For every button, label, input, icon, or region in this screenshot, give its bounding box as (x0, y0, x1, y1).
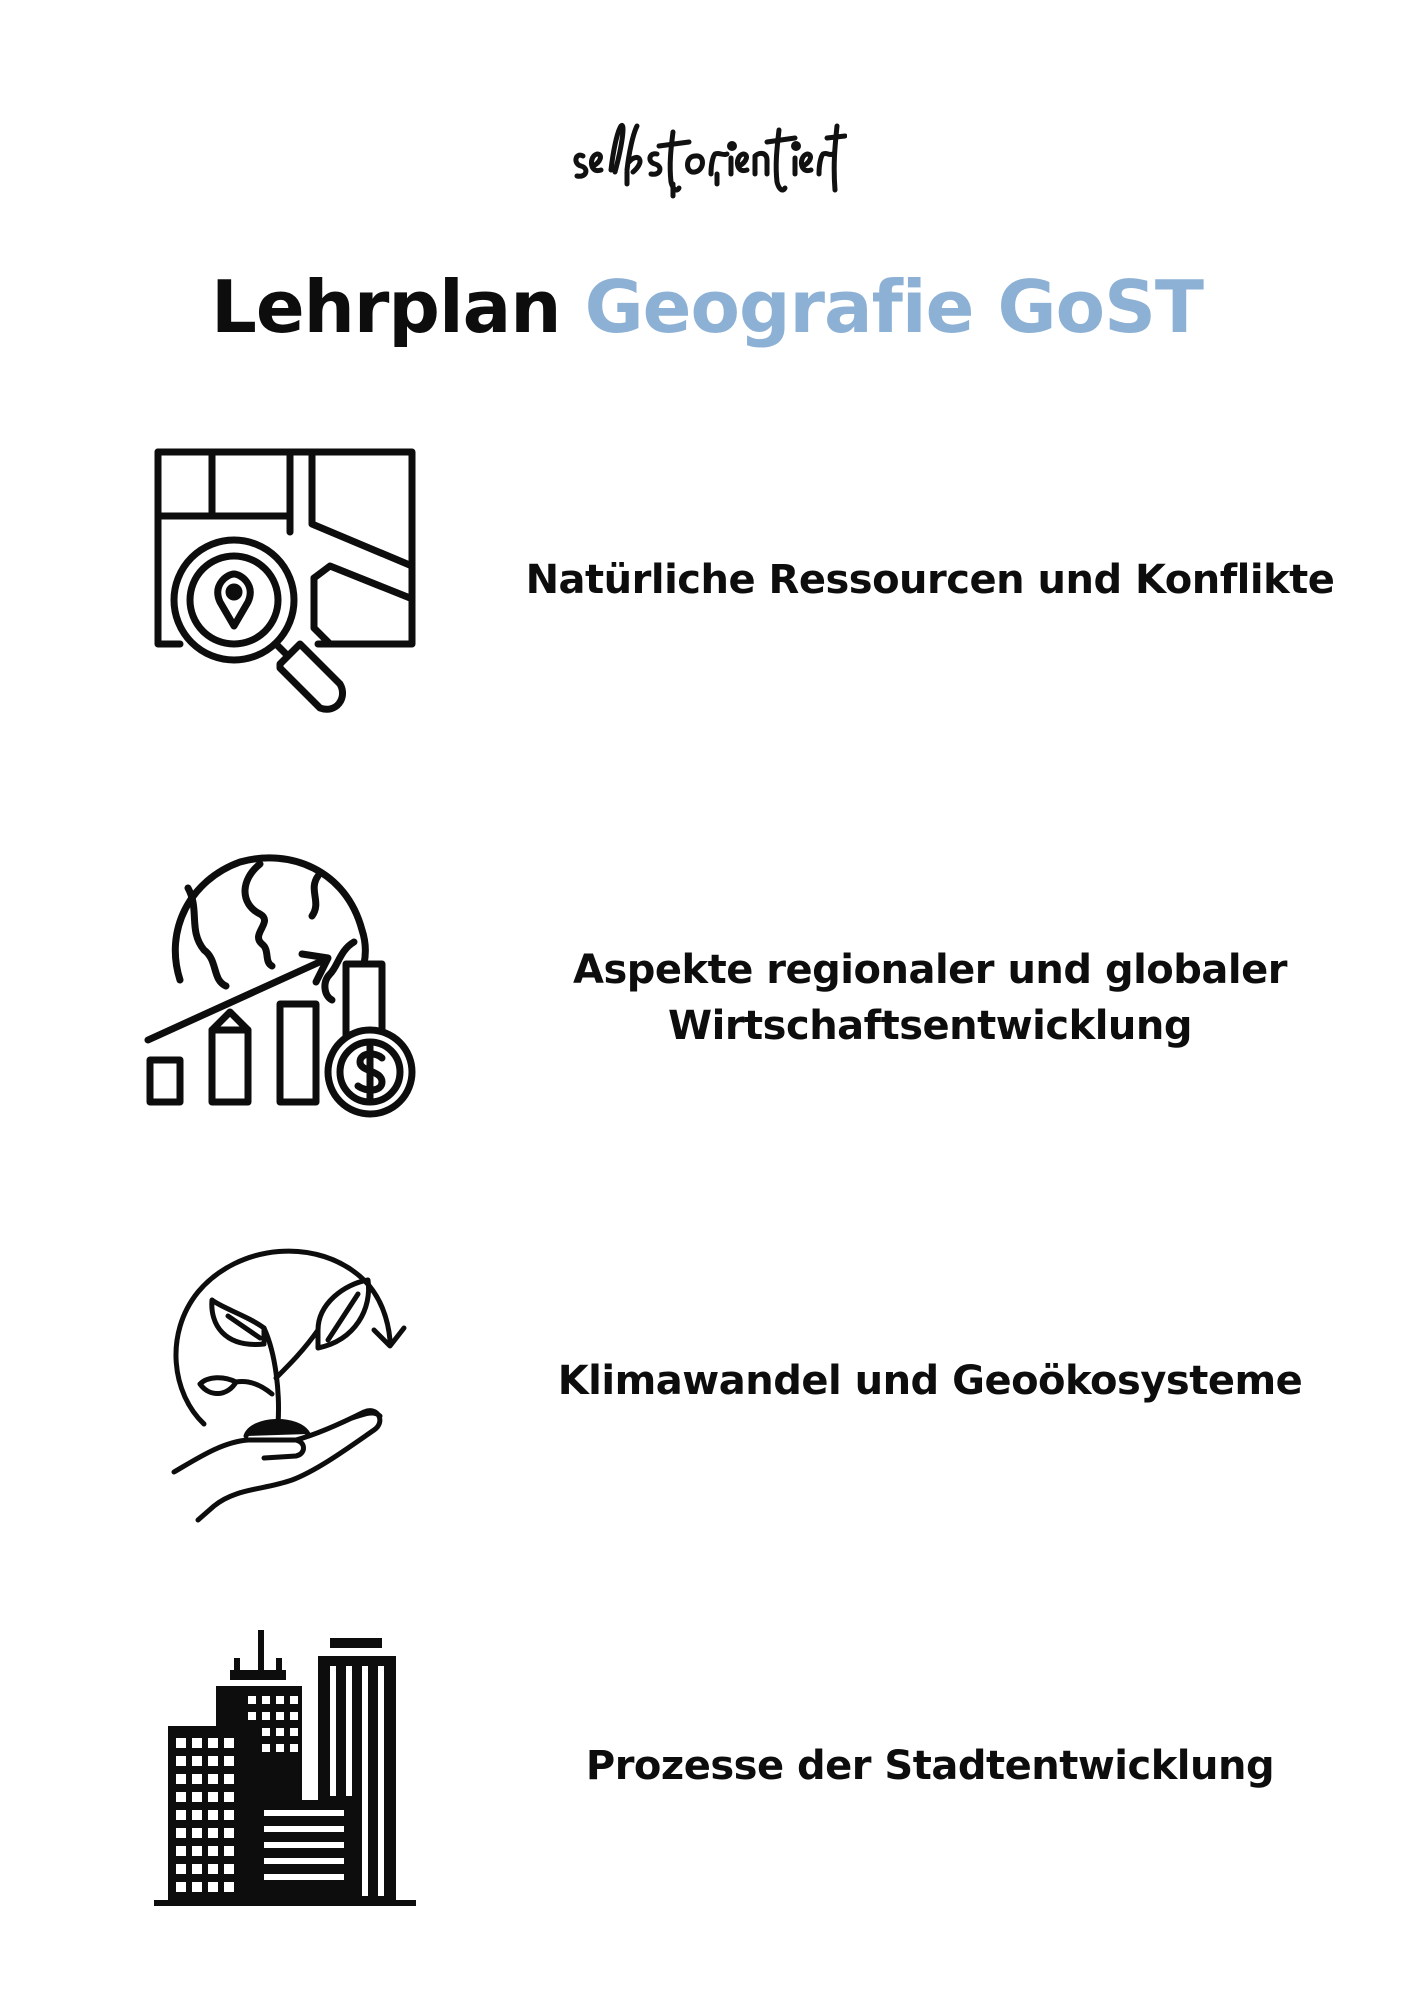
globe-growth-chart-icon (140, 850, 420, 1124)
title-accent: Geografie GoST (584, 265, 1204, 349)
map-search-icon (150, 448, 420, 727)
plant-in-hand-icon (168, 1244, 408, 1528)
topic-2-label: Aspekte regionaler und globaler Wirtschaftsentwicklung (573, 947, 1287, 1049)
page-title (0, 262, 1414, 352)
city-buildings-icon (150, 1630, 420, 1914)
title-main: Lehrplan (210, 265, 561, 349)
topic-4-label: Prozesse der Stadtentwicklung (585, 1743, 1275, 1789)
topic-1-label: Natürliche Ressourcen und Konflikte (525, 557, 1335, 603)
selbstorientiert-logo (567, 112, 847, 202)
brand-logo (0, 112, 1414, 206)
topic-3-label: Klimawandel und Geoökosysteme (557, 1358, 1303, 1404)
